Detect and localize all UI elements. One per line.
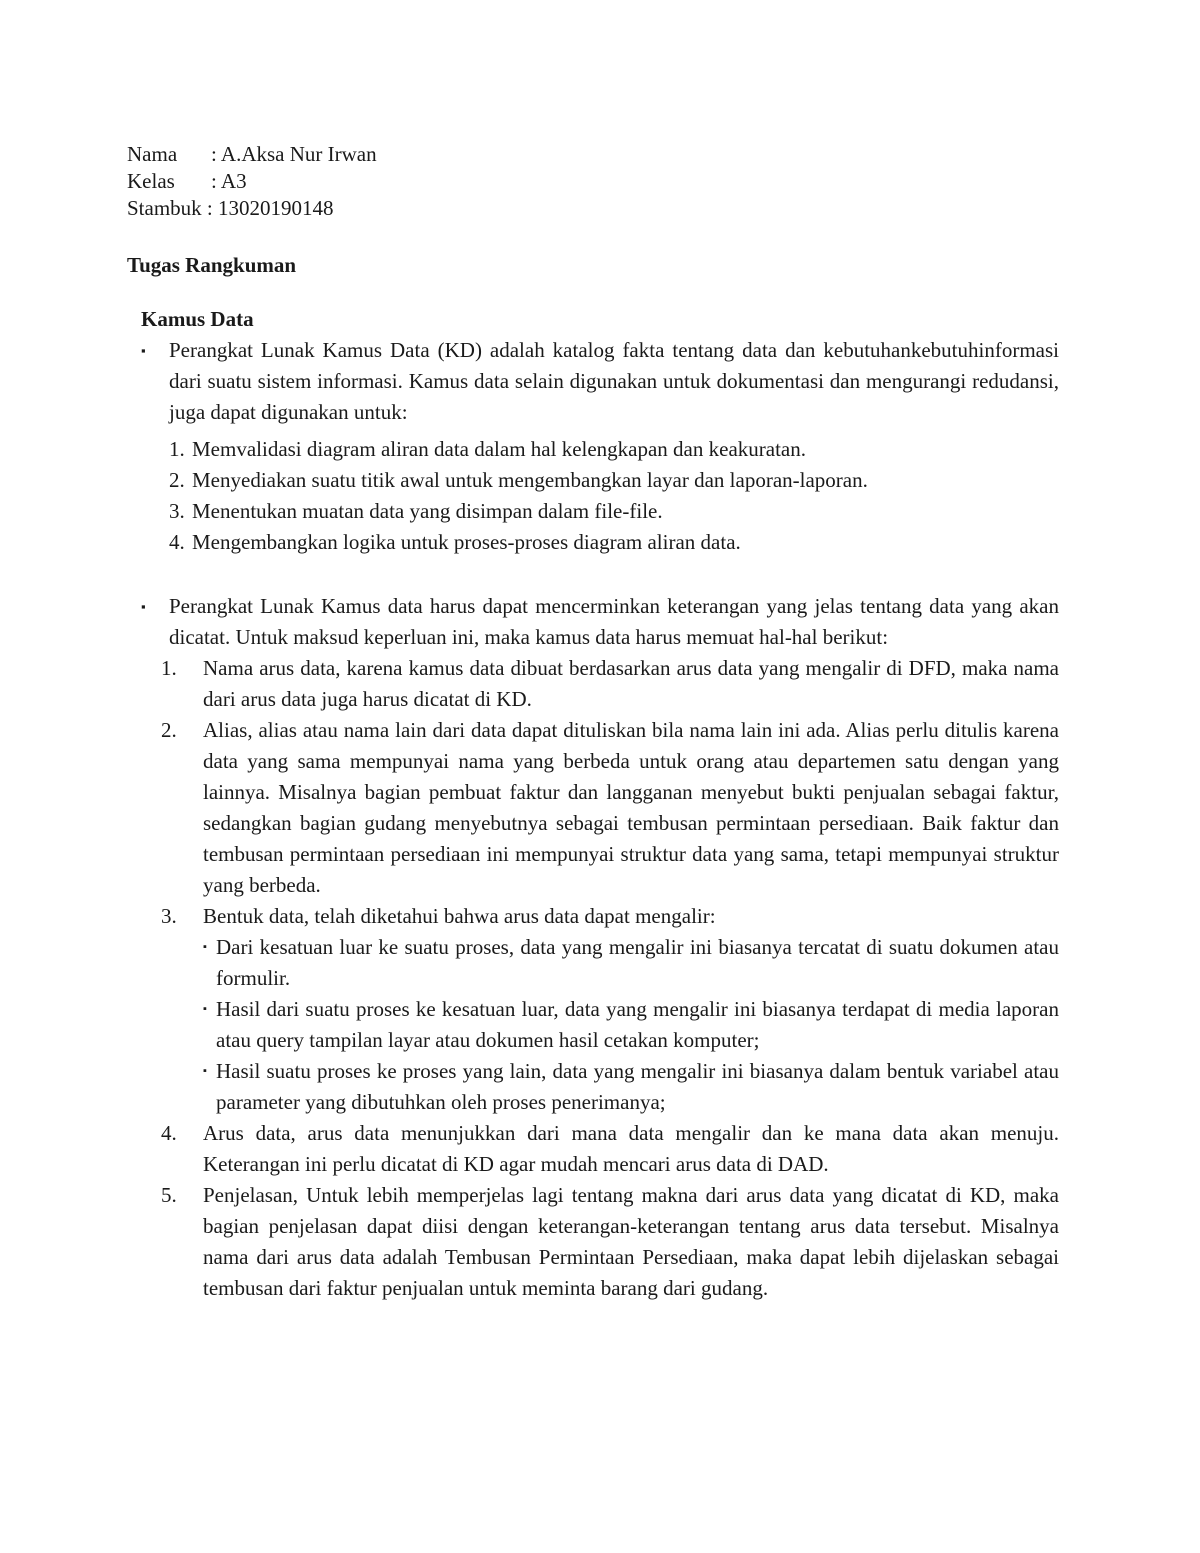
square-bullet-icon: ▪ — [203, 941, 207, 953]
bullet-text-1: Perangkat Lunak Kamus Data (KD) adalah katalog fakta tentang data dan kebutuhankebutuhinformasi dari suatu sistem informasi. Kamus data selain digunakan untuk dokumentasi dan mengurangi redudansi, juga dapat digunakan untuk: — [169, 338, 1059, 424]
list-text: Alias, alias atau nama lain dari data dapat dituliskan bila nama lain ini ada. Alias perlu ditulis karena data yang sama mempunyai nama yang berbeda untuk orang atau departemen satu dengan yang lainnya. Misalnya bagian pembuat faktur dan langganan menyebut bukti penjualan sebagai faktur, sedangkan bagian gudang menyebutnya sebagai tembusan permintaan persediaan. Baik faktur dan tembusan permintaan persediaan ini mempunyai struktur data yang sama, tetapi mempunyai struktur yang berbeda. — [203, 718, 1059, 897]
nama-row — [127, 141, 377, 168]
stambuk-row — [127, 195, 377, 222]
document-title: Tugas Rangkuman — [127, 253, 297, 277]
sublist-item — [203, 994, 1059, 1056]
list-item — [169, 496, 1059, 527]
list-number: 5. — [161, 1183, 177, 1207]
list-text: Penjelasan, Untuk lebih memperjelas lagi tentang makna dari arus data yang dicatat di KD, maka bagian penjelasan dapat diisi dengan keterangan-keterangan tentang arus data tersebut. Misalnya nama dari arus data adalah Tembusan Permintaan Persediaan, maka dapat lebih dijelaskan sebagai tembusan dari faktur penjualan untuk meminta barang dari gudang. — [203, 1183, 1059, 1300]
list-text: Mengembangkan logika untuk proses-proses diagram aliran data. — [192, 530, 741, 554]
list-number: 4. — [161, 1121, 177, 1145]
square-bullet-icon: ▪ — [141, 599, 146, 614]
bullet-text-2: Perangkat Lunak Kamus data harus dapat mencerminkan keterangan yang jelas tentang data yang akan dicatat. Untuk maksud keperluan ini, maka kamus data harus memuat hal-hal berikut: — [169, 594, 1059, 649]
square-bullet-icon: ▪ — [141, 343, 146, 358]
bullet-item-2 — [141, 591, 1059, 653]
section-title: Kamus Data — [141, 307, 254, 331]
list-number: 1. — [161, 656, 177, 680]
kelas-row — [127, 168, 377, 195]
list-number: 4. — [169, 530, 185, 554]
nama-value: : A.Aksa Nur Irwan — [211, 142, 377, 166]
sublist-item — [203, 932, 1059, 994]
stambuk-label: Stambuk — [127, 196, 202, 220]
list-number: 1. — [169, 437, 185, 461]
list-item — [169, 434, 1059, 465]
data-flow-sublist — [203, 932, 1059, 1118]
sublist-item — [203, 1056, 1059, 1118]
square-bullet-icon: ▪ — [203, 1003, 207, 1015]
list-text: Menentukan muatan data yang disimpan dalam file-file. — [192, 499, 663, 523]
validation-list — [169, 434, 1059, 558]
nama-label: Nama — [127, 142, 178, 166]
list-number: 2. — [161, 718, 177, 742]
square-bullet-icon: ▪ — [203, 1065, 207, 1077]
list-item — [161, 1180, 1059, 1304]
list-item — [161, 1118, 1059, 1180]
list-text: Arus data, arus data menunjukkan dari mana data mengalir dan ke mana data akan menuju. Keterangan ini perlu dicatat di KD agar mudah mencari arus data di DAD. — [203, 1121, 1059, 1176]
kelas-label: Kelas — [127, 169, 175, 193]
kelas-value: : A3 — [211, 169, 247, 193]
list-item — [169, 527, 1059, 558]
list-number: 2. — [169, 468, 185, 492]
list-text: Bentuk data, telah diketahui bahwa arus data dapat mengalir: — [203, 904, 716, 928]
sublist-text: Hasil suatu proses ke proses yang lain, data yang mengalir ini biasanya dalam bentuk variabel atau parameter yang dibutuhkan oleh proses penerimanya; — [216, 1059, 1059, 1114]
contents-list — [161, 653, 1059, 1304]
bullet-item-1 — [141, 335, 1059, 428]
stambuk-value: : 13020190148 — [201, 196, 334, 220]
list-text: Menyediakan suatu titik awal untuk mengembangkan layar dan laporan-laporan. — [192, 468, 868, 492]
list-item — [161, 715, 1059, 901]
list-number: 3. — [169, 499, 185, 523]
list-text: Memvalidasi diagram aliran data dalam hal kelengkapan dan keakuratan. — [192, 437, 806, 461]
list-text: Nama arus data, karena kamus data dibuat berdasarkan arus data yang mengalir di DFD, maka nama dari arus data juga harus dicatat di KD. — [203, 656, 1059, 711]
list-item — [161, 901, 1059, 932]
list-item — [161, 653, 1059, 715]
sublist-text: Hasil dari suatu proses ke kesatuan luar, data yang mengalir ini biasanya terdapat di media laporan atau query tampilan layar atau dokumen hasil cetakan komputer; — [216, 997, 1059, 1052]
spacer — [141, 558, 1059, 591]
list-item — [169, 465, 1059, 496]
student-info — [127, 141, 377, 222]
list-number: 3. — [161, 904, 177, 928]
kamus-data-section — [141, 304, 1059, 1304]
sublist-text: Dari kesatuan luar ke suatu proses, data yang mengalir ini biasanya tercatat di suatu dokumen atau formulir. — [216, 935, 1059, 990]
